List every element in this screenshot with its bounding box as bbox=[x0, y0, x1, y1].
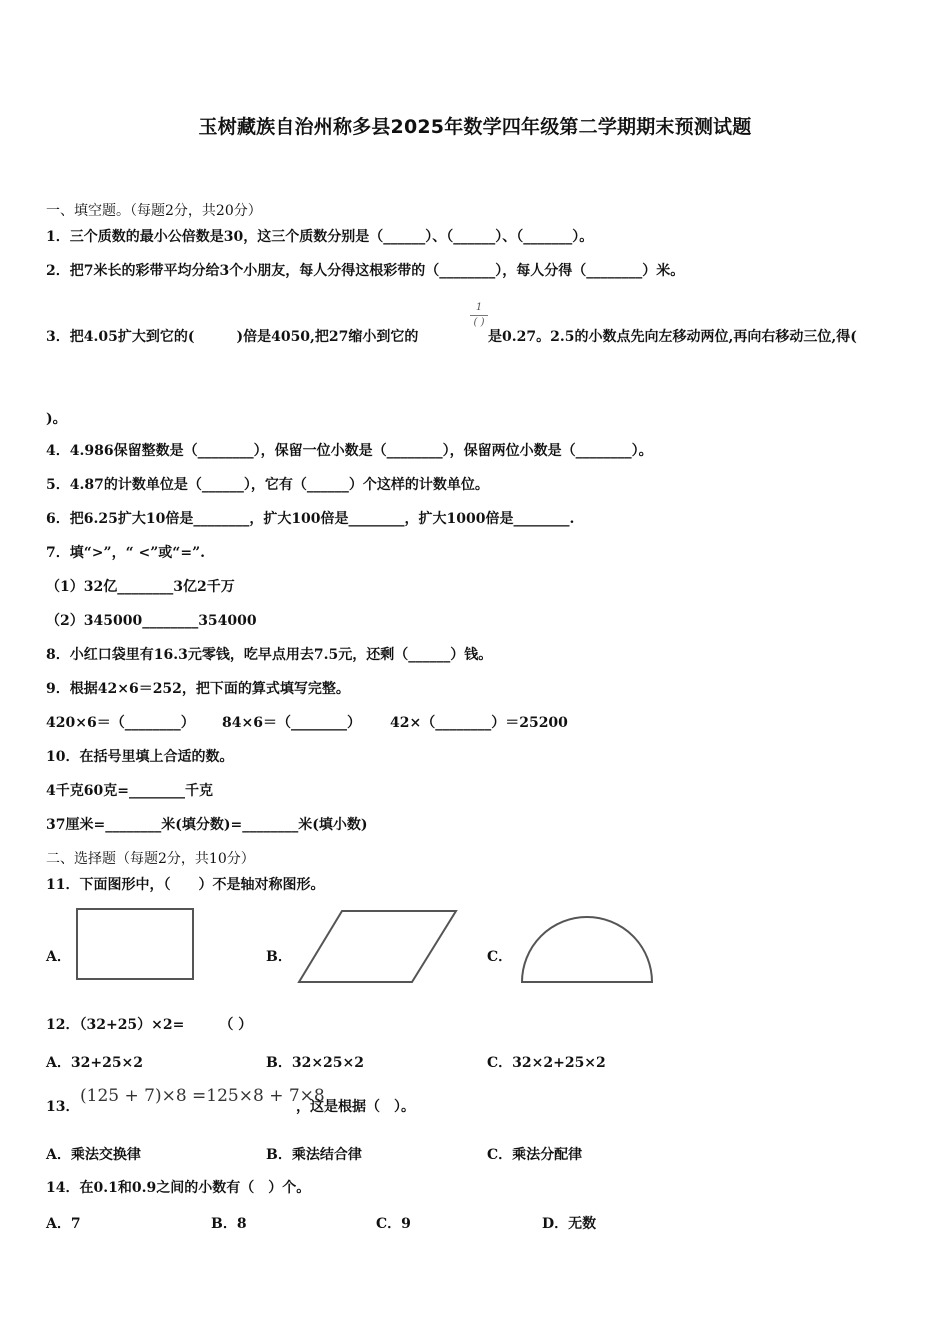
question-11: 11．下面图形中，（ ）不是轴对称图形。 bbox=[46, 877, 325, 893]
page-title: 玉树藏族自治州称多县2025年数学四年级第二学期期末预测试题 bbox=[198, 116, 752, 138]
question-12-option-b: B．32×25×2 bbox=[266, 1055, 364, 1071]
question-10: 10．在括号里填上合适的数。 bbox=[46, 749, 234, 765]
fraction-denominator: ( ) bbox=[473, 317, 485, 328]
question-3-fraction bbox=[468, 302, 490, 332]
question-6: 6．把6.25扩大10倍是________，扩大100倍是________，扩大1000倍是________. bbox=[46, 511, 575, 527]
question-3-part-b: 是0.27。2.5的小数点先向左移动两位,再向右移动三位,得( bbox=[488, 329, 857, 345]
question-13-formula: (125 + 7)×8 =125×8 + 7×8 bbox=[80, 1086, 325, 1106]
question-9: 9．根据42×6＝252，把下面的算式填写完整。 bbox=[46, 681, 350, 697]
section-1-heading: 一、填空题。（每题2分，共20分） bbox=[46, 203, 262, 219]
question-13-option-c: C．乘法分配律 bbox=[487, 1147, 583, 1163]
question-3-part-a: 3．把4.05扩大到它的( )倍是4050,把27缩小到它的 bbox=[46, 329, 419, 345]
question-12-option-a: A．32+25×2 bbox=[46, 1055, 144, 1071]
question-13-option-b: B．乘法结合律 bbox=[266, 1147, 362, 1163]
rectangle-figure bbox=[74, 906, 198, 984]
question-13-option-a: A．乘法交换律 bbox=[46, 1147, 141, 1163]
question-11-option-a-label: A． bbox=[46, 949, 71, 965]
question-14: 14．在0.1和0.9之间的小数有（ ）个。 bbox=[46, 1180, 311, 1196]
parallelogram-figure bbox=[296, 908, 460, 986]
question-7-item-2: （2）345000________354000 bbox=[46, 613, 257, 629]
question-7: 7．填“>”，“ <”或“=”. bbox=[46, 545, 205, 561]
question-12: 12．（32+25）×2= （ ） bbox=[46, 1017, 253, 1033]
question-14-option-b: B．8 bbox=[211, 1216, 247, 1232]
question-9-blank-a: 420×6＝（________） bbox=[46, 715, 195, 731]
question-4: 4．4.986保留整数是（________），保留一位小数是（________），保留两位小数是（________）。 bbox=[46, 443, 653, 459]
question-14-option-c: C．9 bbox=[376, 1216, 411, 1232]
semicircle-figure bbox=[518, 912, 656, 986]
question-12-option-c: C．32×2+25×2 bbox=[487, 1055, 606, 1071]
question-8: 8．小红口袋里有16.3元零钱，吃早点用去7.5元，还剩（______）钱。 bbox=[46, 647, 493, 663]
question-3-part-c: )。 bbox=[46, 411, 67, 427]
question-9-blank-c: 42×（________）＝25200 bbox=[390, 715, 568, 731]
question-7-item-1: （1）32亿________3亿2千万 bbox=[46, 579, 235, 595]
question-13-number: 13． bbox=[46, 1099, 80, 1115]
section-2-heading: 二、选择题（每题2分，共10分） bbox=[46, 851, 255, 867]
question-11-option-b-label: B． bbox=[266, 949, 292, 965]
question-14-option-a: A．7 bbox=[46, 1216, 81, 1232]
question-10-item-1: 4千克60克=________千克 bbox=[46, 783, 213, 799]
question-11-option-c-label: C． bbox=[487, 949, 513, 965]
question-1: 1．三个质数的最小公倍数是30，这三个质数分别是（______）、（______）、（_______）。 bbox=[46, 229, 594, 245]
fraction-bar bbox=[470, 315, 488, 316]
question-13-text: ，这是根据（ ）。 bbox=[296, 1099, 415, 1115]
question-2: 2．把7米长的彩带平均分给3个小朋友，每人分得这根彩带的（________），每人分得（________）米。 bbox=[46, 263, 685, 279]
fraction-numerator: 1 bbox=[475, 302, 483, 313]
question-5: 5．4.87的计数单位是（______），它有（______）个这样的计数单位。 bbox=[46, 477, 489, 493]
question-10-item-2: 37厘米=________米(填分数)=________米(填小数) bbox=[46, 817, 368, 833]
question-9-blank-b: 84×6＝（________） bbox=[222, 715, 361, 731]
question-14-option-d: D．无数 bbox=[542, 1216, 597, 1232]
